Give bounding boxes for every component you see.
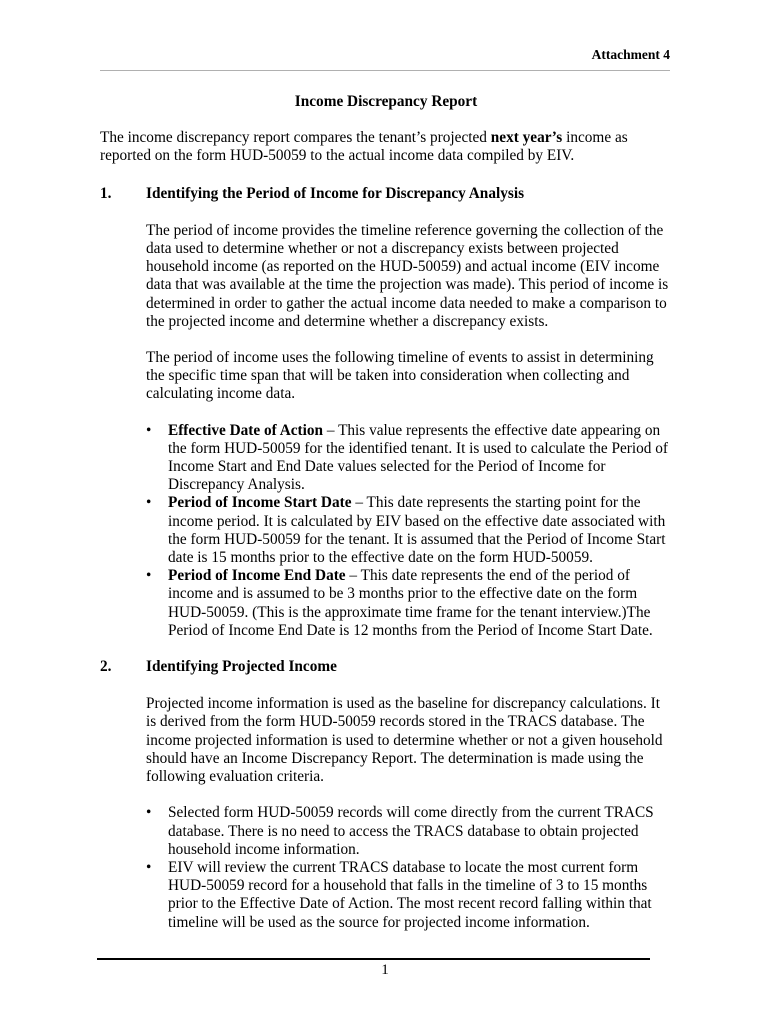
page-number: 1 (381, 962, 389, 978)
bullet-text: – This date represents the starting point for the income period. It is calculated by EIV based on the effective date associated with the form HUD-50059 for the tenant. It is assumed that the Period of Income Start date is 15 months prior to the effective date on the form HUD-50059. (168, 494, 666, 567)
section-heading (100, 658, 672, 676)
document-title: Income Discrepancy Report (294, 93, 478, 110)
bullet-list (146, 422, 672, 640)
bullet-item (146, 422, 672, 495)
intro-text-start: The income discrepancy report compares the tenant’s projected (100, 129, 491, 147)
bullet-term: Effective Date of Action (168, 421, 324, 439)
section-projected-income (100, 658, 672, 932)
header-divider (100, 70, 670, 71)
bullet-text: EIV will review the current TRACS database to locate the most current form HUD-50059 record for a household that falls in the timeline of 3 to 15 months prior to the Effective Date of Action. The most recent record falling within that timeline will be used as the source for projected income information. (168, 858, 652, 931)
bullet-item (146, 567, 672, 640)
section-heading (100, 185, 672, 203)
section-paragraph: The period of income provides the timeline reference governing the collection of the data used to determine whether or not a discrepancy exists between projected household income (as reported on the HUD-50059) and actual income (EIV income data that was available at the time the projection was made). This period of income is determined in order to gather the actual income data needed to make a comparison to the projected income and determine whether a discrepancy exists. (146, 221, 669, 330)
bullet-text: – This value represents the effective date appearing on the form HUD-50059 for the identified tenant. It is used to calculate the Period of Income Start and End Date values selected for the Period of Income for Discrepancy Analysis. (168, 421, 668, 494)
bullet-icon: • (146, 567, 152, 585)
bullet-list (146, 804, 672, 931)
section-paragraph: Projected income information is used as the baseline for discrepancy calculations. It is derived from the form HUD-50059 records stored in the TRACS database. The income projected information is used to determine whether or not a given household should have an Income Discrepancy Report. The determination is made using the following evaluation criteria. (146, 695, 663, 786)
section-number: 2. (100, 658, 112, 676)
section-title: Identifying Projected Income (146, 658, 337, 676)
intro-text-end: income as reported on the form HUD-50059 to the actual income data compiled by EIV. (100, 129, 628, 165)
bullet-item (146, 494, 672, 567)
bullet-icon: • (146, 494, 152, 512)
intro-paragraph (100, 129, 672, 165)
footer-divider (97, 958, 650, 960)
bullet-text: Selected form HUD-50059 records will come directly from the current TRACS database. There is no need to access the TRACS database to obtain projected household income information. (168, 804, 654, 858)
intro-emphasis: next year’s (490, 129, 563, 147)
attachment-label: Attachment 4 (591, 47, 670, 62)
bullet-icon: • (146, 421, 152, 439)
bullet-term: Period of Income Start Date (168, 494, 352, 512)
bullet-term: Period of Income End Date (168, 567, 346, 585)
section-number: 1. (100, 184, 112, 202)
bullet-item (146, 804, 672, 859)
section-paragraph: The period of income uses the following timeline of events to assist in determining the specific time span that will be taken into consideration when collecting and calculating income data. (146, 349, 654, 403)
document-body (100, 93, 672, 950)
section-title: Identifying the Period of Income for Discrepancy Analysis (146, 184, 525, 202)
section-period-of-income (100, 185, 672, 640)
bullet-icon: • (146, 804, 152, 822)
bullet-text: – This date represents the end of the period of income and is assumed to be 3 months prior to the effective date on the form HUD-50059. (This is the approximate time frame for the tenant interview.)The Period of Income End Date is 12 months from the Period of Income Start Date. (168, 567, 653, 639)
bullet-item (146, 859, 672, 932)
bullet-icon: • (146, 858, 152, 876)
